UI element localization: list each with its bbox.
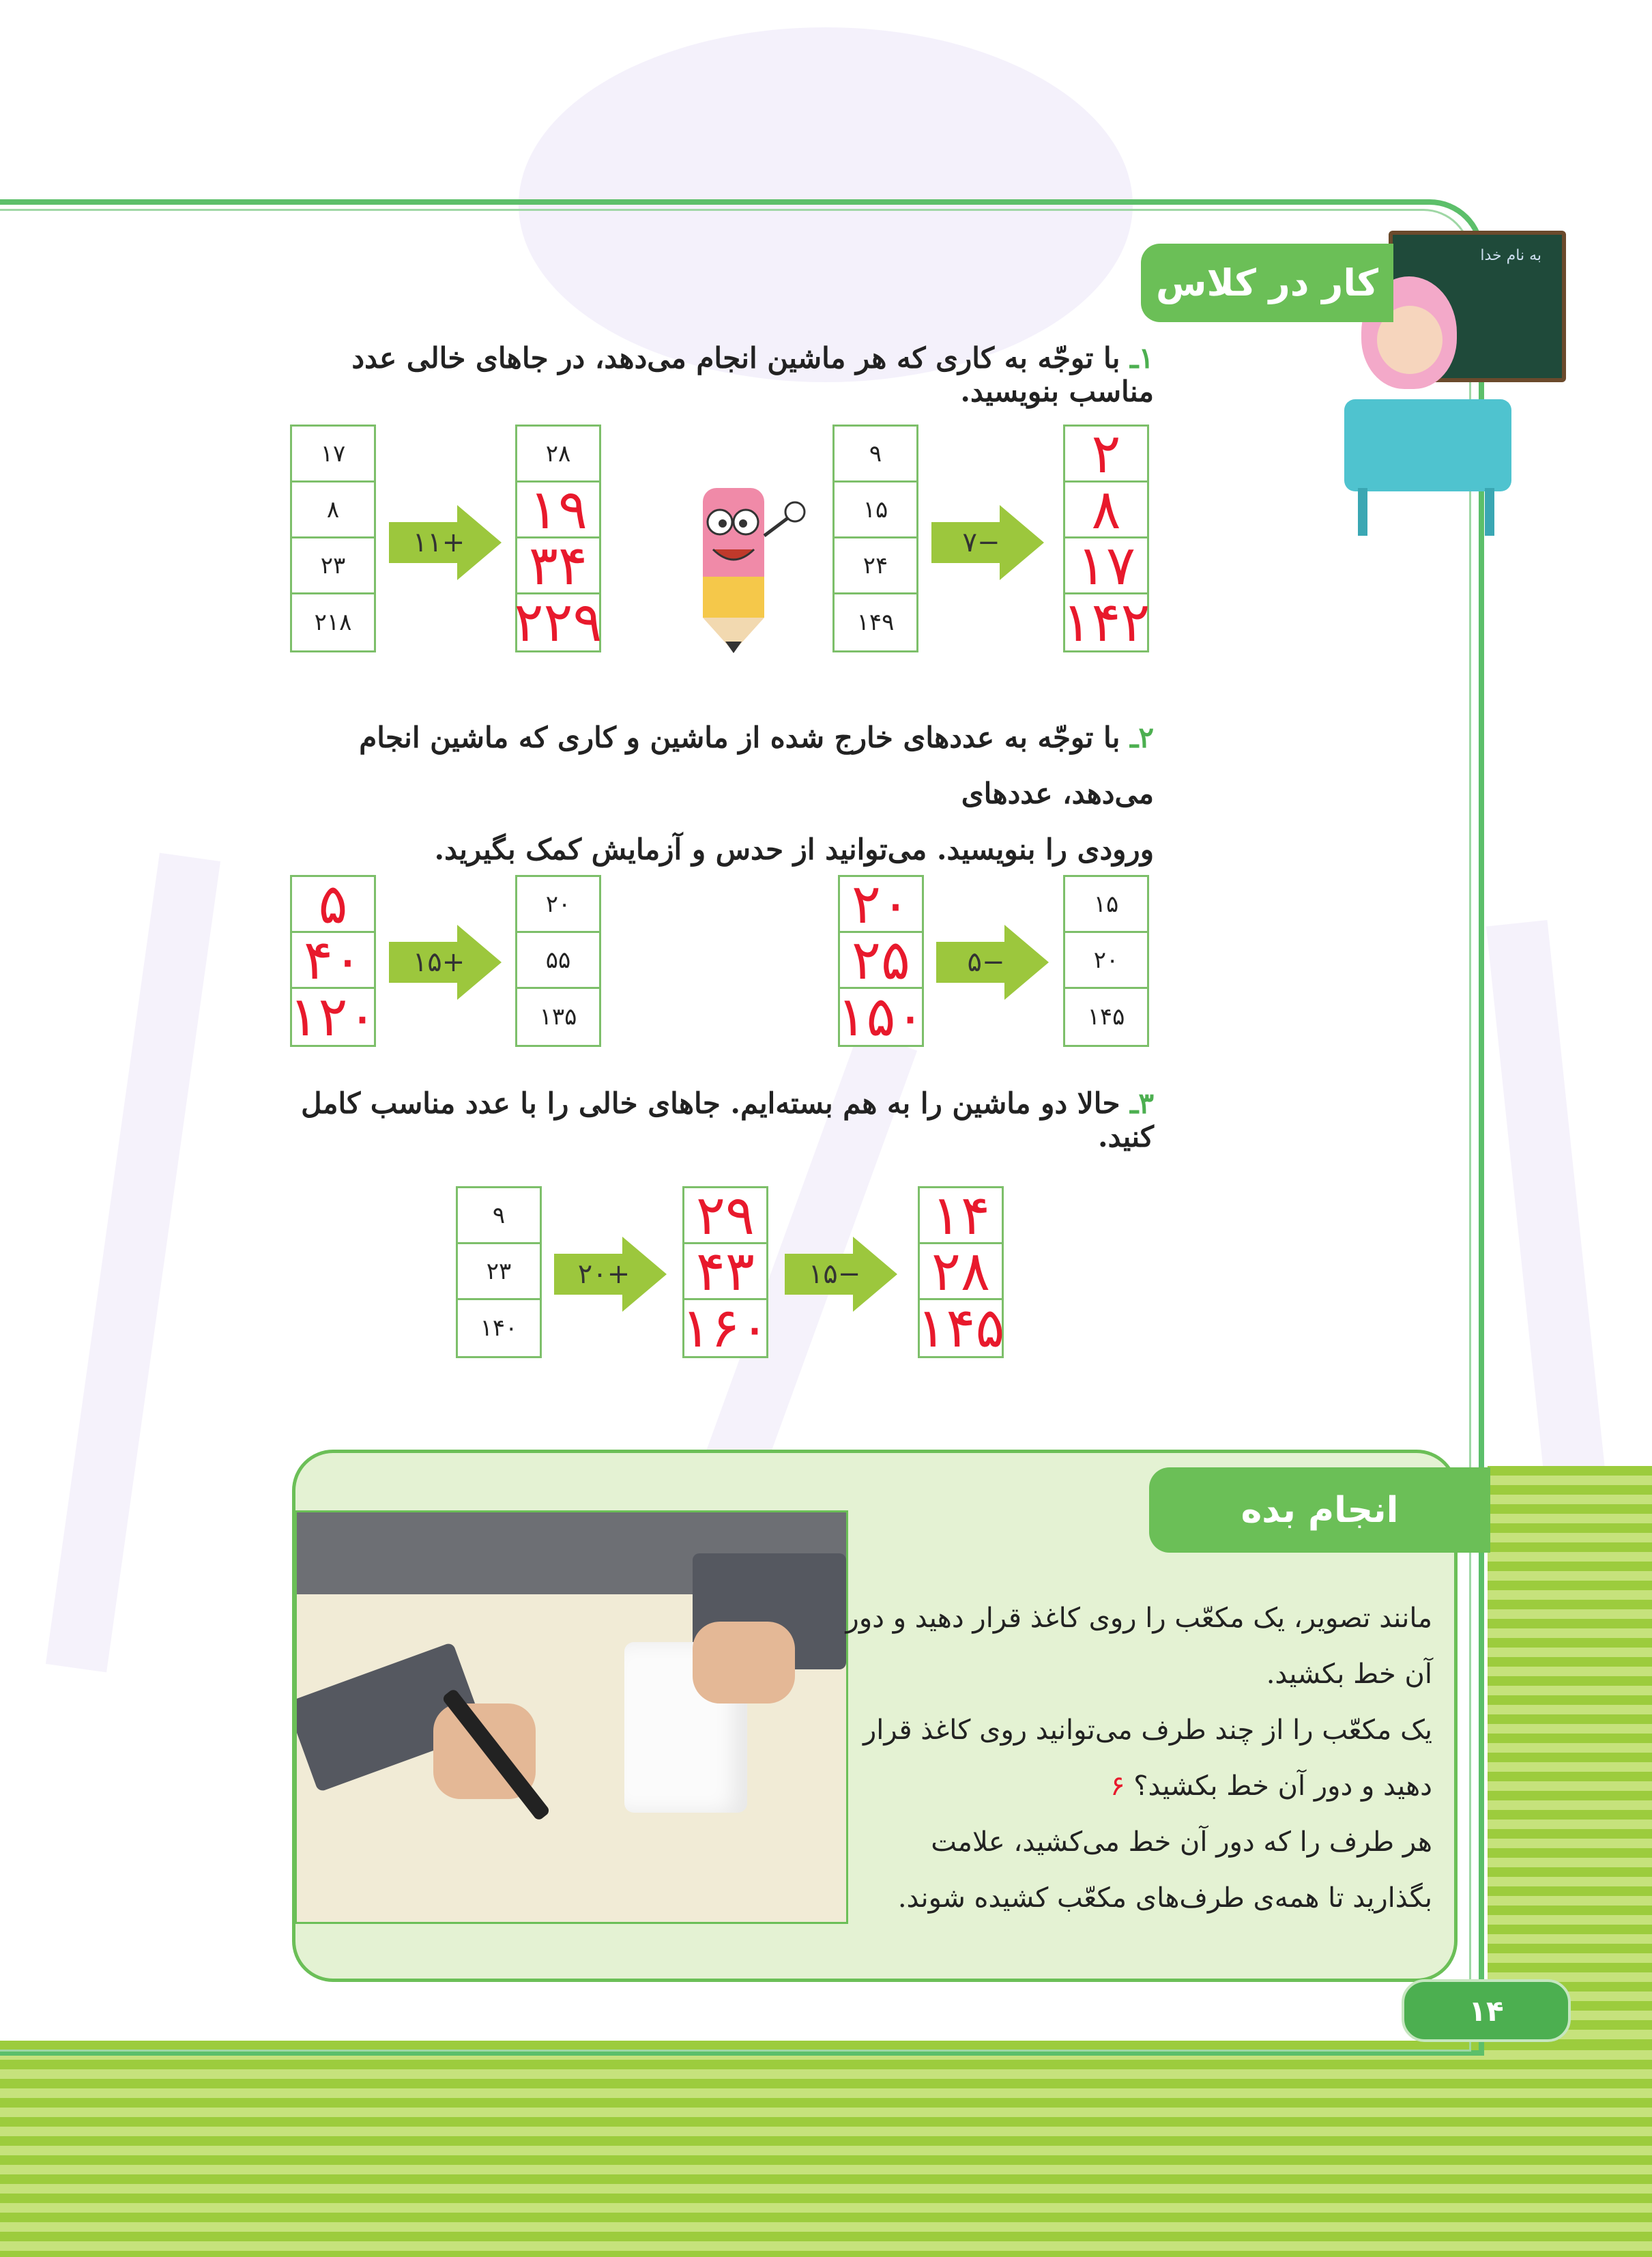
question-1 (267, 341, 1154, 408)
answer-cell: ۲۰ (840, 877, 922, 933)
input-cell: ۲۱۸ (314, 609, 352, 636)
q2-left-output-column (515, 875, 601, 1047)
input-cell: ۲۳ (292, 538, 374, 594)
answer-cell: ۱۶۰ (681, 1296, 770, 1360)
answer-cell: ۲ (1065, 427, 1147, 483)
activity-paragraph-2 (845, 1702, 1432, 1814)
answer-cell: ۱۲۰ (289, 985, 377, 1048)
question-2 (267, 710, 1154, 878)
desk-illustration (1344, 399, 1511, 491)
answer-cell: ۴۳ (684, 1244, 766, 1300)
answer-cell: ۵ (292, 877, 374, 933)
input-cell: ۹ (458, 1188, 540, 1244)
answer-cell: ۱۴ (920, 1188, 1002, 1244)
input-cell: ۱۴۹ (856, 609, 895, 636)
question-text-line-2: ورودی را بنویسید. می‌توانید از حدس و آزمایش کمک بگیرید. (434, 833, 1154, 866)
answer-cell: ۱۷ (1065, 538, 1147, 594)
input-cell: ۱۷ (292, 427, 374, 483)
output-cell: ۲۸ (517, 427, 599, 483)
q1-right-input-column (832, 425, 918, 652)
answer-cell: ۱۴۲ (1062, 590, 1150, 654)
operator-label: −۷ (962, 527, 1000, 558)
output-cell: ۱۴۵ (1087, 1003, 1125, 1031)
question-text: حالا دو ماشین را به هم بسته‌ایم. جاهای خالی را با عدد مناسب کامل کنید. (301, 1087, 1154, 1153)
answer-cell: ۱۹ (517, 483, 599, 538)
q3-output-column (916, 1183, 1005, 1360)
answer-cell: ۸ (1065, 483, 1147, 538)
machine-arrow (389, 925, 502, 1000)
output-cell: ۱۳۵ (539, 1003, 577, 1031)
input-cell: ۲۳ (458, 1244, 540, 1300)
output-cell: ۲۰ (517, 877, 599, 933)
q1-left-output-column (515, 425, 601, 652)
machine-arrow (554, 1237, 667, 1312)
operator-label: +۱۱ (412, 527, 465, 558)
machine-arrow (389, 505, 502, 580)
question-text: با توجّه به کاری که هر ماشین انجام می‌دهد، در جاهای خالی عدد مناسب بنویسید. (351, 341, 1154, 408)
question-number: ۲ـ (1130, 721, 1154, 754)
activity-text (845, 1590, 1432, 1926)
board-title: به نام خدا (1480, 247, 1541, 264)
activity-answer: ۶ (1110, 1770, 1125, 1802)
answer-cell: ۱۴۵ (916, 1296, 1005, 1360)
pencil-mascot-illustration (665, 474, 815, 665)
answer-cell: ۲۲۹ (514, 590, 603, 654)
operator-label: +۱۵ (412, 947, 465, 978)
desk-legs (1358, 488, 1494, 536)
activity-title: انجام بده (1149, 1467, 1490, 1553)
q1-left-input-column (290, 425, 376, 652)
answer-cell: ۲۵ (840, 933, 922, 989)
operator-label: −۵ (967, 947, 1005, 978)
input-cell: ۲۴ (835, 538, 916, 594)
question-number: ۱ـ (1130, 341, 1154, 375)
q2-left-input-column (289, 872, 377, 1048)
input-cell: ۹ (835, 427, 916, 483)
machine-arrow (936, 925, 1049, 1000)
q2-right-output-column (1063, 875, 1149, 1047)
answer-cell: ۲۸ (920, 1244, 1002, 1300)
bottom-stripes (0, 2041, 1652, 2257)
photo-hand (693, 1622, 795, 1703)
operator-label: +۲۰ (577, 1259, 631, 1290)
activity-paragraph-3: هر طرف را که دور آن خط می‌کشید، علامت بگذارید تا همه‌ی طرف‌های مکعّب کشیده شوند. (897, 1826, 1432, 1914)
question-3 (267, 1087, 1154, 1153)
page-number: ۱۴ (1402, 1979, 1571, 2042)
input-cell: ۸ (292, 483, 374, 538)
cube-tracing-photo (295, 1510, 848, 1924)
answer-cell: ۳۴ (517, 538, 599, 594)
output-cell: ۱۵ (1065, 877, 1147, 933)
output-cell: ۵۵ (517, 933, 599, 989)
operator-label: −۱۵ (808, 1259, 861, 1290)
q2-right-input-column (837, 872, 925, 1048)
q1-right-output-column (1062, 421, 1150, 654)
activity-question: یک مکعّب را از چند طرف می‌توانید روی کاغذ قرار دهید و دور آن خط بکشید؟ (863, 1714, 1432, 1802)
machine-arrow (931, 505, 1044, 580)
class-work-label: کار در کلاس (1141, 244, 1393, 322)
q3-input-column (456, 1186, 542, 1358)
q3-middle-column (681, 1183, 770, 1360)
input-cell: ۱۵ (835, 483, 916, 538)
output-cell: ۲۰ (1065, 933, 1147, 989)
machine-arrow (785, 1237, 897, 1312)
answer-cell: ۴۰ (292, 933, 374, 989)
input-cell: ۱۴۰ (480, 1314, 518, 1342)
question-number: ۳ـ (1130, 1087, 1154, 1120)
question-text-line-1: با توجّه به عددهای خارج شده از ماشین و کاری که ماشین انجام می‌دهد، عددهای (359, 721, 1154, 810)
activity-paragraph-1: مانند تصویر، یک مکعّب را روی کاغذ قرار دهید و دور آن خط بکشید. (845, 1602, 1432, 1690)
answer-cell: ۱۵۰ (837, 985, 925, 1048)
side-stripes (1488, 1466, 1652, 2046)
answer-cell: ۲۹ (684, 1188, 766, 1244)
